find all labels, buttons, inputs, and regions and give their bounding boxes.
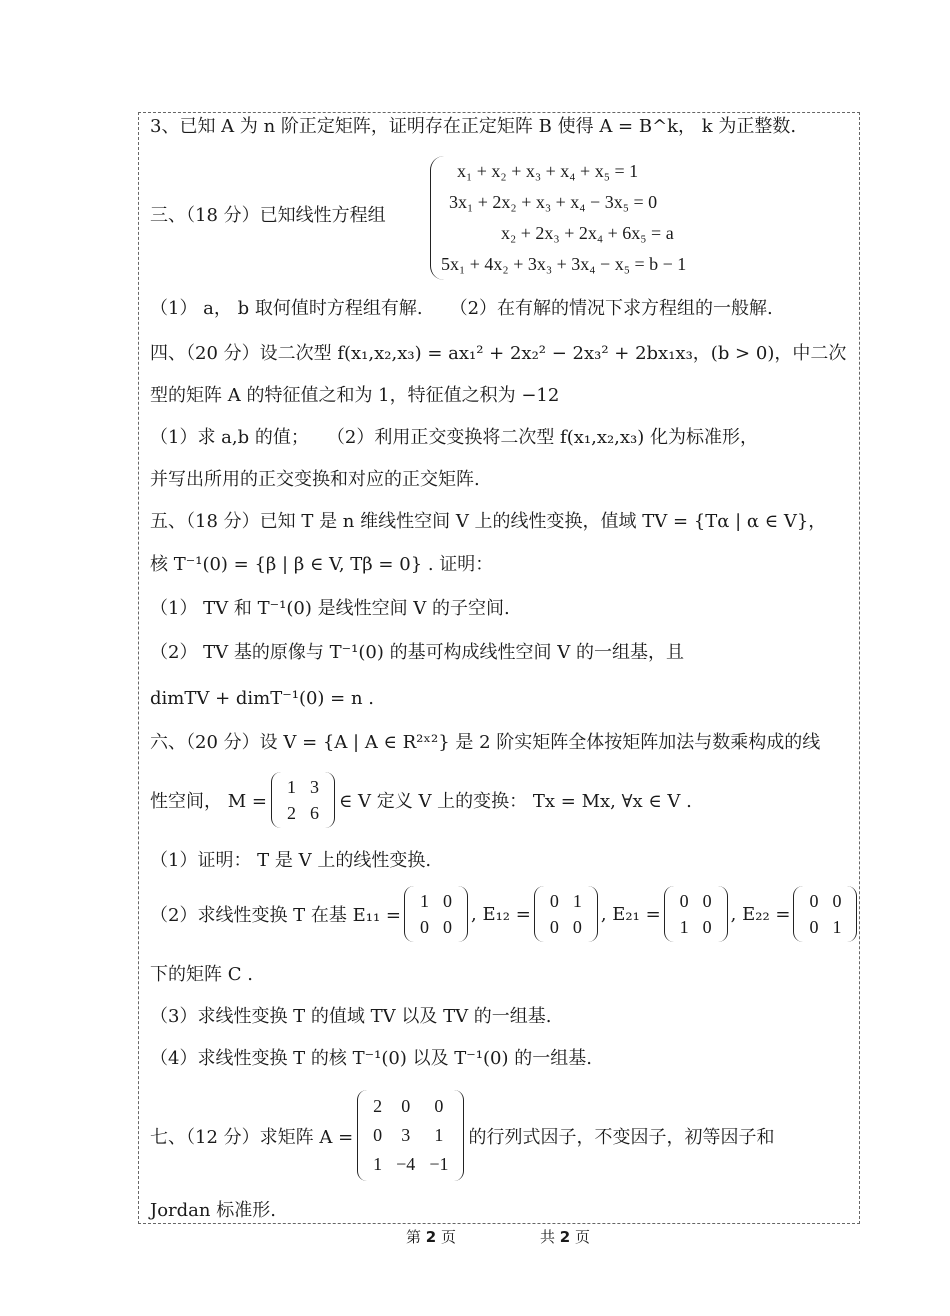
- matrix-M: [271, 772, 335, 828]
- matrix-E21: [664, 886, 728, 942]
- e-cell: 0: [443, 891, 452, 911]
- s5-line3: （1） TV 和 T⁻¹(0) 是线性空间 V 的子空间.: [150, 598, 510, 619]
- s6-q2-pre: （2）求线性变换 T 在基 E₁₁ =: [150, 905, 401, 926]
- s7-line1: [150, 1090, 774, 1181]
- e-cell: 0: [572, 917, 582, 937]
- e-cell: 0: [832, 891, 842, 911]
- a-cell: 0: [401, 1096, 411, 1116]
- e-cell: 0: [702, 917, 712, 937]
- s4-line2: 型的矩阵 A 的特征值之和为 1，特征值之积为 −12: [150, 385, 560, 406]
- s4-line1: 四、（20 分）设二次型 f(x₁,x₂,x₃) = ax₁² + 2x₂² − 2x₃² + 2bx₁x₃，(b > 0)，中二次: [150, 343, 847, 364]
- equation-1: x₁ + x₂ + x₃ + x₄ + x₅ = 1: [457, 161, 639, 181]
- s7-line2: Jordan 标准形.: [150, 1200, 276, 1221]
- s5-line4: （2） TV 基的原像与 T⁻¹(0) 的基可构成线性空间 V 的一组基，且: [150, 642, 685, 663]
- page-prefix: 第: [406, 1228, 422, 1246]
- e-cell: 0: [420, 917, 429, 937]
- s6-line2-pre: 性空间， M =: [150, 791, 267, 812]
- total-prefix: 共: [540, 1228, 556, 1246]
- e-cell: 0: [549, 891, 559, 911]
- a-cell: 0: [434, 1096, 444, 1116]
- a-cell: 0: [373, 1125, 383, 1145]
- m-cell: 2: [286, 803, 296, 823]
- s5-line1: 五、（18 分）已知 T 是 n 维线性空间 V 上的线性变换，值域 TV = {Tα | α ∈ V}，: [150, 511, 827, 532]
- equation-2: 3x₁ + 2x₂ + x₃ + x₄ − 3x₅ = 0: [449, 192, 658, 212]
- page-suffix: 页: [441, 1228, 457, 1246]
- s6-line1: 六、（20 分）设 V = {A | A ∈ R²ˣ²} 是 2 阶实矩阵全体按矩阵加法与数乘构成的线: [150, 732, 821, 753]
- e-cell: 1: [679, 917, 689, 937]
- s5-line5: dimTV + dimT⁻¹(0) = n .: [150, 688, 375, 709]
- e-cell: 0: [443, 917, 452, 937]
- s4-line3: （1）求 a,b 的值； （2）利用正交变换将二次型 f(x₁,x₂,x₃) 化为标准形，: [150, 427, 759, 448]
- e12-label: , E₁₂ =: [471, 903, 531, 925]
- q3-item: 3、已知 A 为 n 阶正定矩阵，证明存在正定矩阵 B 使得 A = B^k， k 为正整数.: [150, 116, 797, 137]
- e22-label: , E₂₂ =: [730, 903, 791, 925]
- s6-q2: [150, 886, 860, 942]
- e-cell: 1: [420, 891, 429, 911]
- total-suffix: 页: [575, 1228, 591, 1246]
- a-cell: −4: [396, 1154, 416, 1174]
- s6-line2-post: ∈ V 定义 V 上的变换： Tx = Mx, ∀x ∈ V .: [338, 791, 692, 812]
- e-cell: 0: [809, 917, 819, 937]
- a-cell: 3: [401, 1125, 411, 1145]
- e-cell: 0: [702, 891, 712, 911]
- equation-3: x₂ + 2x₃ + 2x₄ + 6x₅ = a: [501, 223, 674, 243]
- matrix-E22: [793, 886, 857, 942]
- m-cell: 3: [309, 777, 319, 797]
- s4-line4: 并写出所用的正交变换和对应的正交矩阵.: [150, 469, 480, 490]
- matrix-A: [357, 1090, 464, 1181]
- s3-title: 三、（18 分）已知线性方程组: [150, 205, 386, 226]
- s6-q1: （1）证明： T 是 V 上的线性变换.: [150, 850, 432, 871]
- matrix-E11: [404, 886, 468, 942]
- a-cell: −1: [429, 1154, 449, 1174]
- m-cell: 1: [286, 777, 296, 797]
- e-cell: 0: [679, 891, 689, 911]
- a-cell: 1: [373, 1154, 383, 1174]
- m-cell: 6: [309, 803, 319, 823]
- s7-post: 的行列式因子，不变因子，初等因子和: [468, 1126, 775, 1148]
- s6-q4: （4）求线性变换 T 的核 T⁻¹(0) 以及 T⁻¹(0) 的一组基.: [150, 1048, 592, 1069]
- page-number: [406, 1226, 456, 1247]
- e-cell: 0: [809, 891, 819, 911]
- equation-4: 5x₁ + 4x₂ + 3x₃ + 3x₄ − x₅ = b − 1: [441, 254, 687, 274]
- matrix-E12: [534, 886, 598, 942]
- e-cell: 1: [572, 891, 582, 911]
- s5-line2: 核 T⁻¹(0) = {β | β ∈ V, Tβ = 0} . 证明：: [150, 554, 494, 575]
- page-num: 2: [425, 1228, 437, 1246]
- s6-q2-post: 下的矩阵 C .: [150, 964, 253, 985]
- total-num: 2: [559, 1228, 571, 1246]
- e-cell: 0: [549, 917, 559, 937]
- e-cell: 1: [832, 917, 842, 937]
- s6-q3: （3）求线性变换 T 的值域 TV 以及 TV 的一组基.: [150, 1006, 552, 1027]
- s7-pre: 七、（12 分）求矩阵 A =: [150, 1126, 354, 1148]
- s3-questions: （1） a， b 取何值时方程组有解. （2）在有解的情况下求方程组的一般解.: [150, 298, 773, 319]
- s6-line2: [150, 772, 692, 828]
- equation-system: [430, 156, 686, 280]
- a-cell: 1: [434, 1125, 444, 1145]
- a-cell: 2: [373, 1096, 383, 1116]
- e21-label: , E₂₁ =: [600, 903, 661, 925]
- page-total: [540, 1226, 590, 1247]
